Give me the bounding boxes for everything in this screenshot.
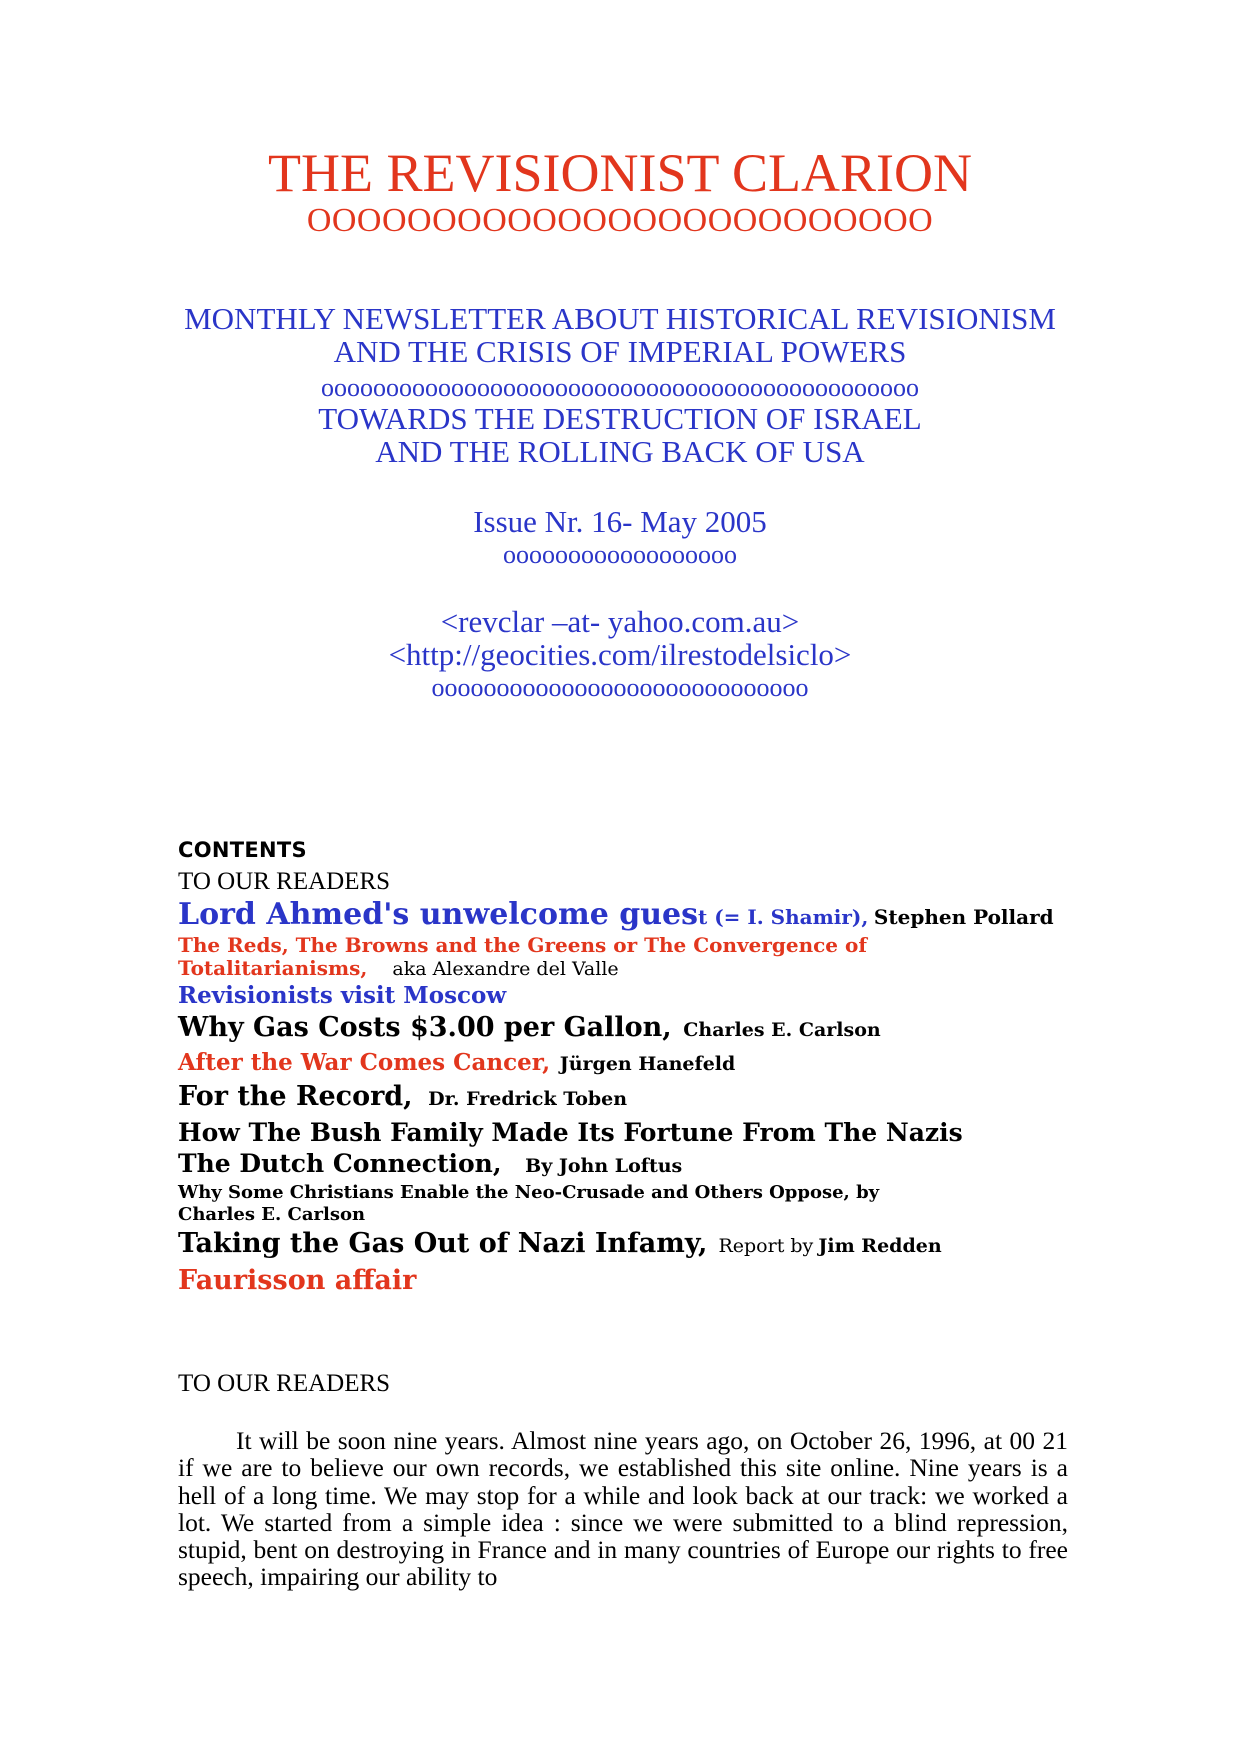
toc-item-title-tail: t (= I. Shamir), (698, 905, 869, 929)
toc-item-author-prefix: Report by (718, 1235, 814, 1257)
subtitle-line-1: MONTHLY NEWSLETTER ABOUT HISTORICAL REVISIONISM (184, 301, 1056, 336)
toc-item-revisionists-moscow[interactable] (178, 981, 1078, 1011)
website-link[interactable]: <http://geocities.com/ilrestodelsiclo> (388, 637, 852, 672)
title-ornament-rule: OOOOOOOOOOOOOOOOOOOOOOOOO (306, 202, 934, 239)
table-of-contents (178, 868, 1078, 1297)
toc-item-title: After the War Comes Cancer, (178, 1049, 551, 1076)
toc-item-title: Lord Ahmed's unwelcome gues (178, 897, 698, 932)
toc-item-author: Dr. Fredrick Toben (428, 1088, 628, 1110)
toc-item-title: The Dutch Connection, (178, 1149, 502, 1178)
motto-line-1: TOWARDS THE DESTRUCTION OF ISRAEL (318, 401, 922, 436)
toc-item-title: Faurisson affair (178, 1265, 417, 1296)
toc-item-title-line-1: The Reds, The Browns and the Greens or The Convergence of (178, 933, 867, 957)
toc-item-bush-family[interactable] (178, 1117, 1078, 1148)
toc-item-title: Taking the Gas Out of Nazi Infamy, (178, 1228, 708, 1259)
toc-item-war-cancer[interactable] (178, 1048, 1078, 1080)
toc-item-title: How The Bush Family Made Its Fortune From The Nazis (178, 1118, 963, 1147)
toc-item-title-line-2: Totalitarianisms, (178, 956, 368, 980)
toc-item-to-our-readers[interactable] (178, 868, 1078, 896)
toc-item-title: For the Record, (178, 1081, 413, 1112)
toc-item-gas-costs[interactable] (178, 1011, 1078, 1048)
toc-item-title-line-1: Why Some Christians Enable the Neo-Crusade and Others Oppose, by (178, 1182, 880, 1203)
toc-item-title: Revisionists visit Moscow (178, 982, 507, 1009)
toc-item-dutch-connection[interactable] (178, 1148, 1078, 1182)
ornament-rule-1: oooooooooooooooooooooooooooooooooooooooooooooo (321, 373, 919, 402)
toc-item-author: Charles E. Carlson (683, 1019, 881, 1041)
toc-item-for-the-record[interactable] (178, 1080, 1078, 1117)
ornament-rule-3: ooooooooooooooooooooooooooooo (431, 673, 809, 702)
toc-item-author: Stephen Pollard (873, 905, 1054, 929)
motto-line-2: AND THE ROLLING BACK OF USA (375, 434, 865, 469)
toc-item-author: By John Loftus (525, 1155, 683, 1177)
toc-item-author: Jim Redden (818, 1235, 942, 1257)
article-body (178, 1427, 1068, 1591)
contact-email: <revclar –at- yahoo.com.au> (440, 604, 800, 639)
toc-item-christians-neo-crusade[interactable] (178, 1182, 1078, 1226)
contents-heading: CONTENTS (178, 838, 307, 862)
article-heading: TO OUR READERS (178, 1370, 391, 1397)
toc-item-author: aka Alexandre del Valle (392, 958, 619, 980)
toc-item-gas-nazi-infamy[interactable] (178, 1226, 1078, 1265)
toc-item-title-line-2: Charles E. Carlson (178, 1204, 366, 1225)
ornament-rule-2: oooooooooooooooooo (503, 540, 737, 569)
issue-number: Issue Nr. 16- May 2005 (473, 504, 767, 539)
toc-item-title: TO OUR READERS (178, 868, 391, 895)
toc-item-faurisson-affair[interactable] (178, 1265, 1078, 1297)
subtitle-line-2: AND THE CRISIS OF IMPERIAL POWERS (333, 334, 907, 369)
toc-item-lord-ahmed[interactable] (178, 898, 1078, 936)
article-paragraph: It will be soon nine years. Almost nine years ago, on October 26, 1996, at 00 21 if we are to believe our own records, we established this site online. Nine years is a hell of a long time. We may stop for a while and look back at our track: we worked a lot. We started from a simple idea : since we were submitted to a blind repression, stupid, bent on destroying in France and in many countries of Europe our rights to free speech, impairing our ability to (178, 1426, 1068, 1592)
newsletter-title: THE REVISIONIST CLARION (268, 143, 972, 203)
toc-item-author: Jürgen Hanefeld (559, 1053, 736, 1075)
toc-item-reds-browns-greens[interactable] (178, 934, 1078, 981)
toc-item-title: Why Gas Costs $3.00 per Gallon, (178, 1012, 672, 1043)
